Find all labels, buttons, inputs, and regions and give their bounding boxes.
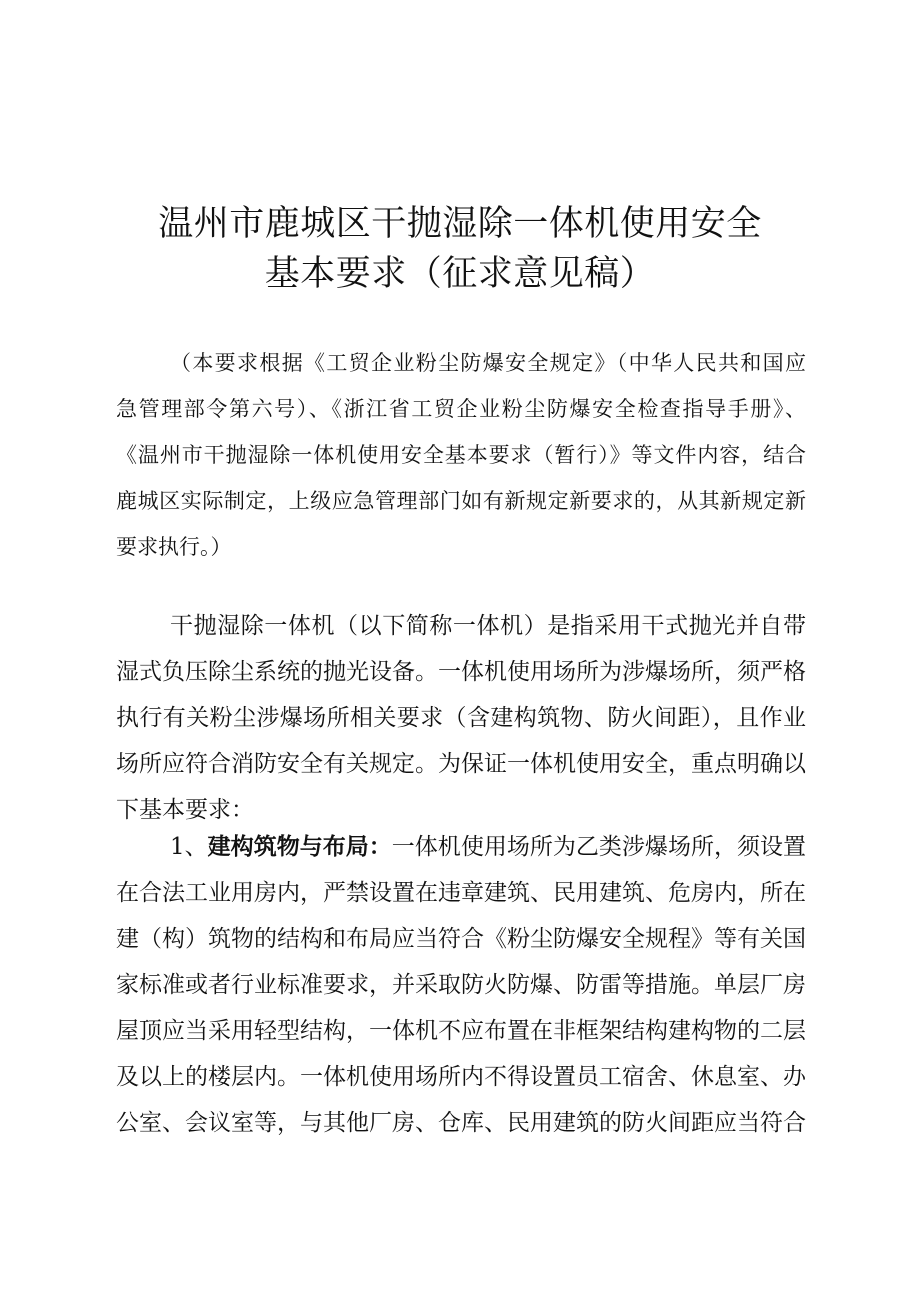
section-1-number: 1、 — [170, 834, 208, 860]
note-line: 鹿城区实际制定，上级应急管理部门如有新规定新要求的，从其新规定新 — [116, 489, 806, 513]
section-1-line: 公室、会议室等，与其他厂房、仓库、民用建筑的防火间距应当符合 — [116, 1110, 806, 1136]
document-title-line-2: 基本要求（征求意见稿） — [264, 254, 656, 294]
section-1-first-line-text: 一体机使用场所为乙类涉爆场所，须设置 — [391, 834, 807, 860]
section-1-line: 屋顶应当采用轻型结构，一体机不应布置在非框架结构建构物的二层 — [116, 1018, 806, 1044]
intro-line: 下基本要求： — [116, 797, 254, 823]
intro-line: 湿式负压除尘系统的抛光设备。一体机使用场所为涉爆场所，须严格 — [116, 659, 806, 685]
note-line: （本要求根据《工贸企业粉尘防爆安全规定》（中华人民共和国应 — [170, 351, 806, 375]
section-1-line: 家标准或者行业标准要求，并采取防火防爆、防雷等措施。单层厂房 — [116, 972, 806, 998]
note-line: 急管理部令第六号）、《浙江省工贸企业粉尘防爆安全检查指导手册》、 — [116, 397, 806, 421]
note-line: 《温州市干抛湿除一体机使用安全基本要求（暂行）》等文件内容，结合 — [116, 443, 806, 467]
intro-line: 场所应符合消防安全有关规定。为保证一体机使用安全，重点明确以 — [116, 751, 806, 777]
note-line: 要求执行。） — [116, 535, 232, 559]
section-1-line: 在合法工业用房内，严禁设置在违章建筑、民用建筑、危房内，所在 — [116, 880, 806, 906]
intro-line: 干抛湿除一体机（以下简称一体机）是指采用干式抛光并自带 — [170, 613, 806, 639]
document-title-line-1: 温州市鹿城区干抛湿除一体机使用安全 — [158, 204, 762, 244]
section-1-heading: 建构筑物与布局： — [207, 833, 392, 860]
section-1-first-line — [170, 824, 806, 870]
intro-line: 执行有关粉尘涉爆场所相关要求（含建构筑物、防火间距），且作业 — [116, 705, 806, 731]
section-1-line: 建（构）筑物的结构和布局应当符合《粉尘防爆安全规程》等有关国 — [116, 926, 806, 952]
section-1-line: 及以上的楼层内。一体机使用场所内不得设置员工宿舍、休息室、办 — [116, 1064, 806, 1090]
